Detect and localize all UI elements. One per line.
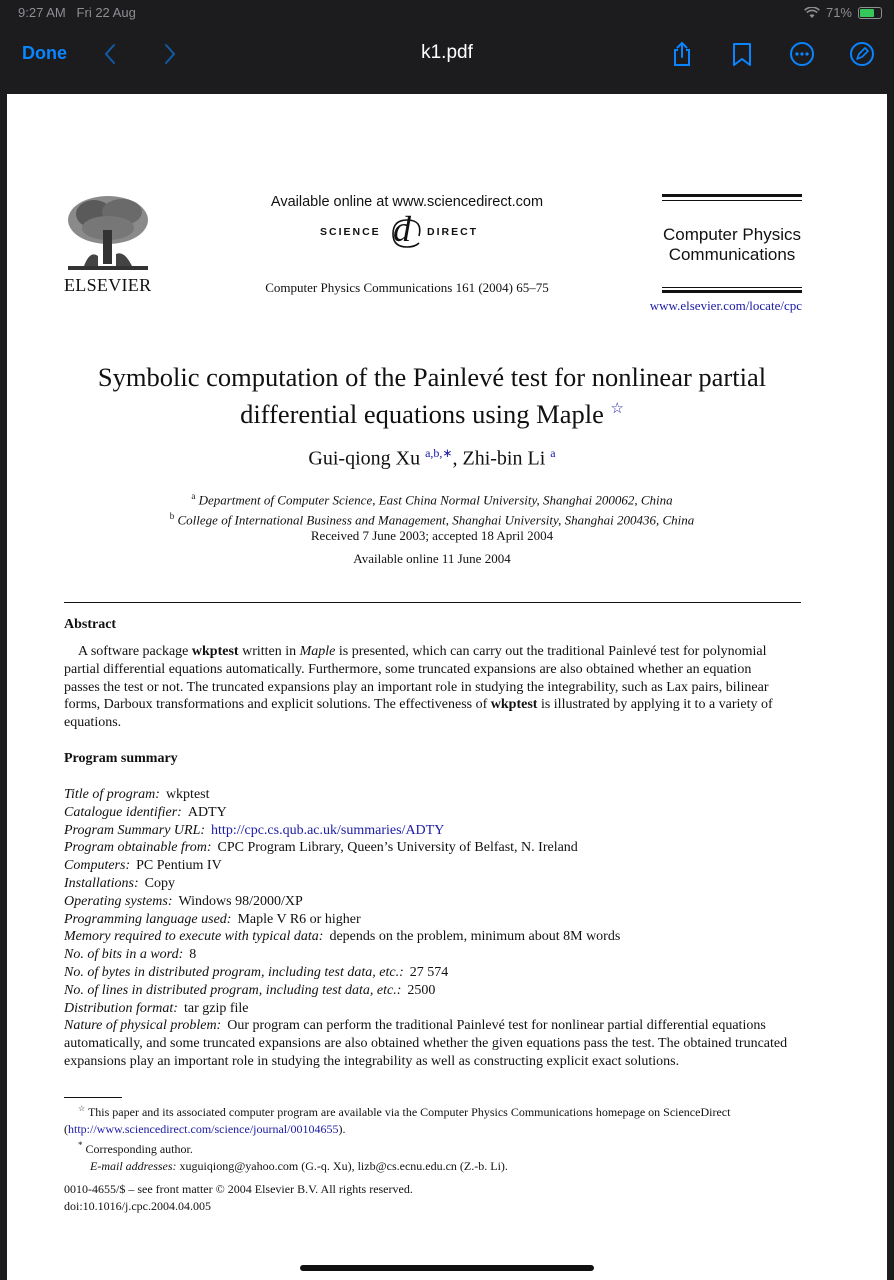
journal-rule-top: [662, 194, 802, 197]
summary-program-url: Program Summary URL: http://cpc.cs.qub.ac.uk/summaries/ADTY: [64, 822, 445, 838]
available-date: Available online 11 June 2004: [353, 551, 511, 566]
summary-operating-systems: Operating systems: Windows 98/2000/XP: [64, 893, 303, 909]
summary-nature-of-problem: Nature of physical problem: Our program can perform the traditional Painlevé test for nonlinear partial differential equations: [64, 1018, 766, 1034]
title-footnote-mark[interactable]: ☆: [610, 401, 624, 417]
author-2: Zhi-bin Li: [462, 447, 546, 470]
abstract-heading: Abstract: [64, 617, 117, 632]
program-summary-url-link[interactable]: http://cpc.cs.qub.ac.uk/summaries/ADTY: [211, 822, 445, 838]
affiliation-a: $^a$ Department of Computer Science, East China Normal University, Shanghai 200062, China: [191, 491, 673, 508]
affiliation-b: $^b$ College of International Business and Management, Shanghai University, Shanghai 200436, China: [169, 511, 695, 528]
author-2-affiliation-mark[interactable]: a: [550, 446, 556, 460]
available-online-text: Available online at www.sciencedirect.com: [270, 194, 544, 210]
summary-nature-cont-1: automatically, and some truncated expansions are also obtained whether the given equations pass the test. The obtained truncated: [64, 1036, 788, 1052]
status-time: 9:27 AM Fri 22 Aug: [18, 5, 136, 20]
author-1-affiliation-mark[interactable]: a,b,∗: [425, 446, 453, 460]
summary-catalogue-identifier: Catalogue identifier: ADTY: [64, 804, 227, 820]
sciencedirect-logo: SCIENCE d DIRECT: [320, 209, 479, 249]
journal-rule-top-thin: [662, 200, 802, 201]
journal-rule-bottom-thin: [662, 287, 802, 288]
wifi-icon: [804, 7, 820, 19]
summary-bytes: No. of bytes in distributed program, including test data, etc.: 27 574: [64, 964, 449, 980]
publisher-name: ELSEVIER: [64, 275, 152, 295]
status-right: [804, 5, 882, 20]
journal-rule-bottom: [662, 290, 802, 293]
elsevier-tree-logo: [64, 194, 152, 274]
doi-line: doi:10.1016/j.cpc.2004.04.005: [64, 1199, 211, 1213]
affiliations: [47, 488, 817, 529]
summary-memory: Memory required to execute with typical data: depends on the problem, minimum about 8M words: [64, 929, 621, 945]
battery-icon: [858, 7, 882, 19]
program-summary-heading: Program summary: [64, 751, 178, 766]
summary-lines: No. of lines in distributed program, including test data, etc.: 2500: [64, 982, 436, 998]
pdf-page: [7, 94, 887, 1280]
summary-bits-per-word: No. of bits in a word: 8: [64, 947, 197, 963]
summary-obtainable-from: Program obtainable from: CPC Program Library, Queen’s University of Belfast, N. Ireland: [64, 840, 578, 856]
home-indicator[interactable]: [300, 1265, 594, 1271]
section-divider: [64, 602, 801, 603]
issn-line: 0010-4655/$ – see front matter © 2004 Elsevier B.V. All rights reserved.: [64, 1182, 413, 1196]
abstract-body: A software package wkptest written in Maple is presented, which can carry out the traditional Painlevé test for polynomial partial differential equations automatically. Furthermore, some truncated expansions are also obtained whether an equation passes the test or not. The truncated expansions play an important role in studying the integrability, such as Lax pairs, bilinear forms, Darboux transformations and explicit solutions. The effectiveness of wkptest is illustrated by applying it to a variety of equations.: [64, 644, 773, 731]
summary-distribution-format: Distribution format: tar gzip file: [64, 1000, 249, 1016]
journal-url-link[interactable]: www.elsevier.com/locate/cpc: [649, 298, 802, 313]
summary-title-of-program: Title of program: wkptest: [64, 787, 210, 802]
footnote-star: ☆ This paper and its associated computer program are available via the Computer Physics Communications homepage on ScienceDirect: [78, 1104, 731, 1119]
authors: Gui-qiong Xu $^{a,b,∗}$, Zhi-bin Li $^a$: [308, 446, 556, 470]
paper-title: Symbolic computation of the Painlevé test for nonlinear partial differential equations using Maple ☆: [97, 362, 767, 429]
summary-computers: Computers: PC Pentium IV: [64, 858, 222, 874]
summary-installations: Installations: Copy: [64, 875, 176, 891]
status-bar: [0, 0, 894, 26]
share-icon[interactable]: [668, 40, 696, 68]
done-button[interactable]: Done: [22, 43, 67, 63]
summary-nature-cont-2: expansions play an important role in studying the integrability as well as constructing explicit exact solutions.: [64, 1053, 680, 1069]
document-title: k1.pdf: [421, 42, 473, 63]
more-icon[interactable]: [788, 40, 816, 68]
footnotes: ☆ This paper and its associated computer program are available via the Computer Physics Communications homepage on ScienceDirect (http://www.sciencedirect.com/science/journal/00104655). * Corresponding author. E-mail addresses: xuguiqiong@yahoo.com (G.-q. Xu), lizb@cs.ecnu.edu.cn (Z.-b. Li).: [64, 1101, 801, 1174]
author-1: Gui-qiong Xu: [308, 447, 421, 470]
toolbar: [0, 26, 894, 84]
journal-citation: Computer Physics Communications 161 (2004) 65–75: [265, 280, 549, 295]
footnote-corresponding: * Corresponding author.: [78, 1140, 193, 1156]
journal-name: Computer Physics Communications: [663, 225, 801, 264]
summary-language: Programming language used: Maple V R6 or higher: [64, 911, 361, 927]
footnote-rule: [64, 1097, 122, 1098]
program-summary-list: [64, 786, 801, 1071]
bookmark-icon[interactable]: [728, 40, 756, 68]
markup-icon[interactable]: [848, 40, 876, 68]
sciencedirect-journal-link[interactable]: http://www.sciencedirect.com/science/journal/00104655: [68, 1121, 339, 1136]
copyright-block: [64, 1181, 413, 1215]
footnote-emails: E-mail addresses: xuguiqiong@yahoo.com (G.-q. Xu), lizb@cs.ecnu.edu.cn (Z.-b. Li).: [90, 1158, 508, 1173]
received-dates: Received 7 June 2003; accepted 18 April 2004: [310, 528, 554, 543]
battery-percent: 71%: [825, 5, 852, 20]
